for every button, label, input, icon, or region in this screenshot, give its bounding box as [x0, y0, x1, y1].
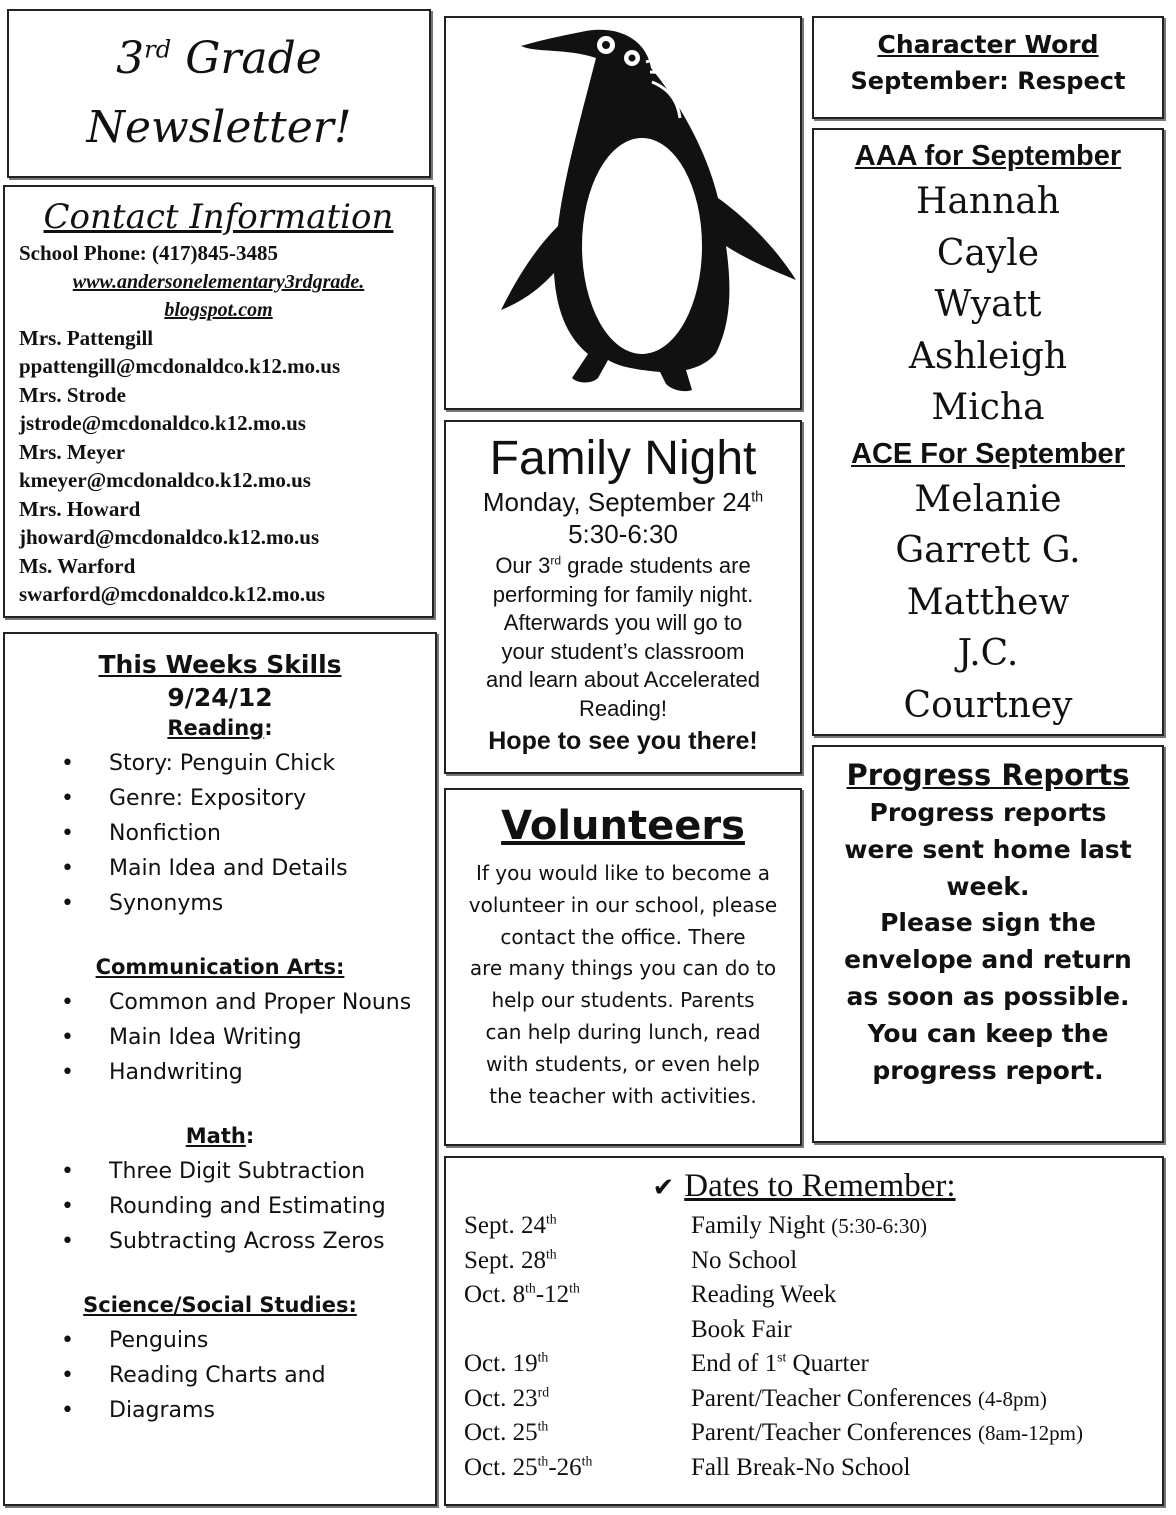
event-cell	[691, 1278, 1152, 1313]
progress-reports-body	[822, 795, 1154, 1089]
date-text: Oct. 19	[464, 1350, 538, 1377]
date-sup-2: th	[581, 1453, 593, 1469]
table-row	[456, 1278, 1152, 1313]
volunteers-line: help our students. Parents	[491, 988, 755, 1013]
family-night-line: your student’s classroom	[501, 638, 745, 664]
website-line-2[interactable]: blogspot.com	[164, 298, 273, 321]
math-list	[17, 1154, 423, 1259]
date-cell	[456, 1416, 691, 1451]
dates-title-text: Dates to Remember:	[684, 1168, 956, 1204]
teacher-list	[19, 324, 418, 609]
dates-list	[456, 1209, 1152, 1485]
family-night-line: performing for family night.	[492, 581, 754, 607]
math-heading	[17, 1124, 423, 1148]
date-sup: th	[537, 1349, 549, 1365]
event-sup: st	[777, 1349, 787, 1365]
list-item: • Common and Proper Nouns	[61, 985, 423, 1020]
event-cell	[691, 1347, 1152, 1382]
volunteers-line: the teacher with activities.	[489, 1083, 757, 1108]
progress-line: progress report.	[872, 1055, 1104, 1085]
event-text: End of 1	[691, 1350, 778, 1377]
checkmark-icon: ✔	[652, 1173, 675, 1203]
event-after: Quarter	[786, 1350, 869, 1377]
list-item: • Penguins	[61, 1323, 423, 1358]
family-night-box	[444, 420, 802, 774]
comm-arts-label: Communication Arts:	[95, 955, 345, 979]
progress-line: Progress reports	[869, 798, 1107, 827]
progress-line: week.	[946, 871, 1030, 901]
weekly-skills-box	[3, 632, 437, 1506]
list-item: • Rounding and Estimating	[61, 1189, 423, 1224]
volunteers-box	[444, 788, 802, 1146]
date-cell	[456, 1209, 691, 1244]
teacher-name: Mrs. Meyer	[19, 439, 126, 464]
list-item-text: Nonfiction	[109, 821, 221, 846]
table-row	[456, 1416, 1152, 1451]
ace-name: Melanie	[914, 478, 1062, 520]
volunteers-line: If you would like to become a	[476, 861, 770, 885]
ace-name: J.C.	[957, 633, 1019, 674]
skills-date: 9/24/12	[167, 683, 273, 712]
list-item: • Genre: Expository	[61, 781, 423, 816]
volunteers-line: volunteer in our school, please	[468, 892, 778, 917]
reading-label: Reading	[167, 716, 265, 740]
list-item-text: Diagrams	[109, 1398, 215, 1423]
grade-sup: rd	[144, 35, 172, 64]
teacher-email[interactable]: jhoward@mcdonaldco.k12.mo.us	[19, 525, 320, 549]
progress-line: as soon as possible.	[846, 981, 1130, 1011]
progress-reports-box	[812, 745, 1164, 1143]
date-sup: th	[525, 1280, 536, 1296]
event-cell	[691, 1382, 1152, 1417]
date-sup: th	[545, 1211, 557, 1227]
ace-name: Garrett G.	[895, 530, 1081, 571]
date-sup: th	[537, 1453, 549, 1469]
teacher-name: Mrs. Howard	[19, 496, 141, 521]
family-night-date-text: Monday, September 24	[482, 487, 752, 517]
event-cell	[691, 1451, 1152, 1486]
event-text: Reading Week	[691, 1281, 837, 1308]
character-word-subtitle: September: Respect	[850, 67, 1126, 95]
date-cell	[456, 1244, 691, 1279]
event-cell	[691, 1244, 1152, 1279]
date-cell	[456, 1278, 691, 1313]
list-item: • Synonyms	[61, 886, 423, 921]
table-row	[456, 1244, 1152, 1279]
skills-heading-text: This Weeks Skills	[98, 650, 342, 679]
aaa-name: Cayle	[936, 232, 1040, 274]
event-text: Fall Break-No School	[691, 1453, 911, 1481]
reading-suffix: :	[264, 716, 273, 740]
grade-word: Grade	[185, 33, 322, 84]
date-text: Oct. 8	[464, 1281, 526, 1308]
teacher-email[interactable]: swarford@mcdonaldco.k12.mo.us	[19, 582, 325, 606]
list-item-continuation	[61, 816, 423, 851]
table-row	[456, 1313, 1152, 1348]
teacher-name: Mrs. Strode	[19, 382, 126, 407]
event-note: (4-8pm)	[978, 1386, 1047, 1411]
family-night-body	[456, 552, 790, 723]
family-night-date	[456, 486, 790, 518]
body-rest: grade students are	[561, 553, 751, 578]
math-suffix: :	[245, 1124, 255, 1148]
list-item: • Main Idea Writing	[61, 1020, 423, 1055]
aaa-name: Hannah	[916, 181, 1060, 222]
list-item: • Main Idea and Details	[61, 851, 423, 886]
event-cell	[691, 1416, 1152, 1451]
date-text-2: -26	[548, 1453, 582, 1481]
table-row	[456, 1347, 1152, 1382]
event-cell	[691, 1313, 1152, 1348]
teacher-name: Mrs. Pattengill	[19, 325, 154, 350]
date-sup: rd	[537, 1384, 550, 1400]
ace-name: Matthew	[906, 581, 1070, 623]
science-label: Science/Social Studies:	[83, 1293, 357, 1317]
ace-name: Courtney	[903, 684, 1073, 726]
date-sup: th	[537, 1418, 549, 1434]
list-item: • Subtracting Across Zeros	[61, 1224, 423, 1259]
list-item: • Three Digit Subtraction	[61, 1154, 423, 1189]
volunteers-title: Volunteers	[501, 803, 745, 849]
volunteers-line: with students, or even help	[486, 1051, 760, 1076]
date-text: Oct. 25	[464, 1419, 538, 1446]
family-night-date-sup: th	[751, 489, 764, 506]
grade-number: 3	[116, 33, 145, 84]
family-night-line: Afterwards you will go to	[503, 610, 743, 635]
awards-box	[812, 128, 1164, 736]
volunteers-line: are many things you can do to	[469, 956, 777, 981]
list-item: • Handwriting	[61, 1055, 423, 1090]
date-text-2: -12	[535, 1281, 570, 1308]
reading-heading	[17, 716, 423, 740]
list-item-continuation	[61, 1393, 423, 1428]
dates-to-remember-box	[444, 1156, 1164, 1506]
date-cell	[456, 1451, 691, 1486]
family-night-line	[456, 552, 790, 581]
date-text: Sept. 28	[464, 1246, 546, 1274]
newsletter-title-box	[7, 9, 431, 178]
contact-information-box	[3, 185, 434, 618]
body-sup: rd	[550, 553, 562, 568]
website-link[interactable]	[19, 268, 418, 324]
list-item: • Story: Penguin Chick	[61, 746, 423, 781]
date-cell	[456, 1382, 691, 1417]
progress-line: envelope and return	[844, 945, 1132, 975]
date-text: Sept. 24	[464, 1212, 546, 1239]
skills-heading	[17, 650, 423, 679]
progress-reports-title: Progress Reports	[846, 758, 1130, 792]
aaa-heading: AAA for September	[854, 140, 1122, 172]
aaa-name: Ashleigh	[908, 335, 1068, 377]
math-label: Math	[185, 1124, 246, 1148]
table-row	[456, 1209, 1152, 1244]
progress-line: were sent home last	[844, 834, 1132, 864]
event-text: Book Fair	[691, 1315, 792, 1343]
character-word-title: Character Word	[877, 30, 1099, 59]
contact-heading: Contact Information	[43, 197, 394, 237]
event-text: Parent/Teacher Conferences	[691, 1419, 978, 1446]
science-heading	[17, 1293, 423, 1317]
date-sup: th	[545, 1246, 557, 1262]
penguin-illustration-box	[444, 16, 802, 410]
date-sup-2: th	[569, 1280, 580, 1296]
volunteers-line: can help during lunch, read	[485, 1019, 761, 1044]
family-night-title: Family Night	[489, 432, 757, 485]
website-line-1[interactable]: www.andersonelementary3rdgrade.	[72, 270, 365, 293]
progress-line: Please sign the	[880, 908, 1096, 938]
teacher-email[interactable]: kmeyer@mcdonaldco.k12.mo.us	[19, 468, 311, 492]
volunteers-line: contact the office. There	[500, 924, 746, 949]
volunteers-body	[456, 858, 790, 1112]
science-list	[17, 1323, 423, 1428]
family-night-line: and learn about Accelerated	[486, 667, 760, 692]
school-phone: School Phone: (417)845-3485	[19, 241, 278, 265]
body-pre: Our 3	[495, 553, 551, 578]
aaa-name: Wyatt	[934, 284, 1042, 325]
date-cell	[456, 1313, 691, 1348]
date-cell	[456, 1347, 691, 1382]
penguin-icon	[446, 18, 800, 408]
event-text: Parent/Teacher Conferences	[691, 1384, 978, 1412]
dates-title	[456, 1168, 1152, 1205]
title-newsletter: Newsletter!	[86, 102, 352, 153]
table-row	[456, 1382, 1152, 1417]
event-cell	[691, 1209, 1152, 1244]
event-note: (5:30-6:30)	[831, 1214, 927, 1238]
ace-heading: ACE For September	[851, 437, 1125, 470]
family-night-closing: Hope to see you there!	[488, 727, 758, 755]
teacher-name: Ms. Warford	[19, 553, 136, 578]
list-item: • Reading Charts and	[61, 1358, 423, 1393]
event-text: Family Night	[691, 1212, 832, 1239]
comm-arts-heading	[17, 955, 423, 979]
teacher-email[interactable]: jstrode@mcdonaldco.k12.mo.us	[19, 411, 306, 435]
table-row	[456, 1451, 1152, 1486]
date-text: Oct. 25	[464, 1453, 538, 1481]
event-text: No School	[691, 1246, 798, 1274]
title-grade-line	[9, 33, 429, 84]
family-night-time: 5:30-6:30	[568, 519, 678, 549]
character-word-box	[812, 16, 1164, 119]
teacher-email[interactable]: ppattengill@mcdonaldco.k12.mo.us	[19, 354, 341, 378]
reading-list	[17, 746, 423, 921]
comm-arts-list	[17, 985, 423, 1090]
aaa-name: Micha	[931, 387, 1045, 428]
date-text: Oct. 23	[464, 1384, 538, 1412]
event-note: (8am-12pm)	[978, 1421, 1083, 1445]
family-night-line: Reading!	[578, 695, 668, 721]
progress-line: You can keep the	[867, 1018, 1109, 1048]
